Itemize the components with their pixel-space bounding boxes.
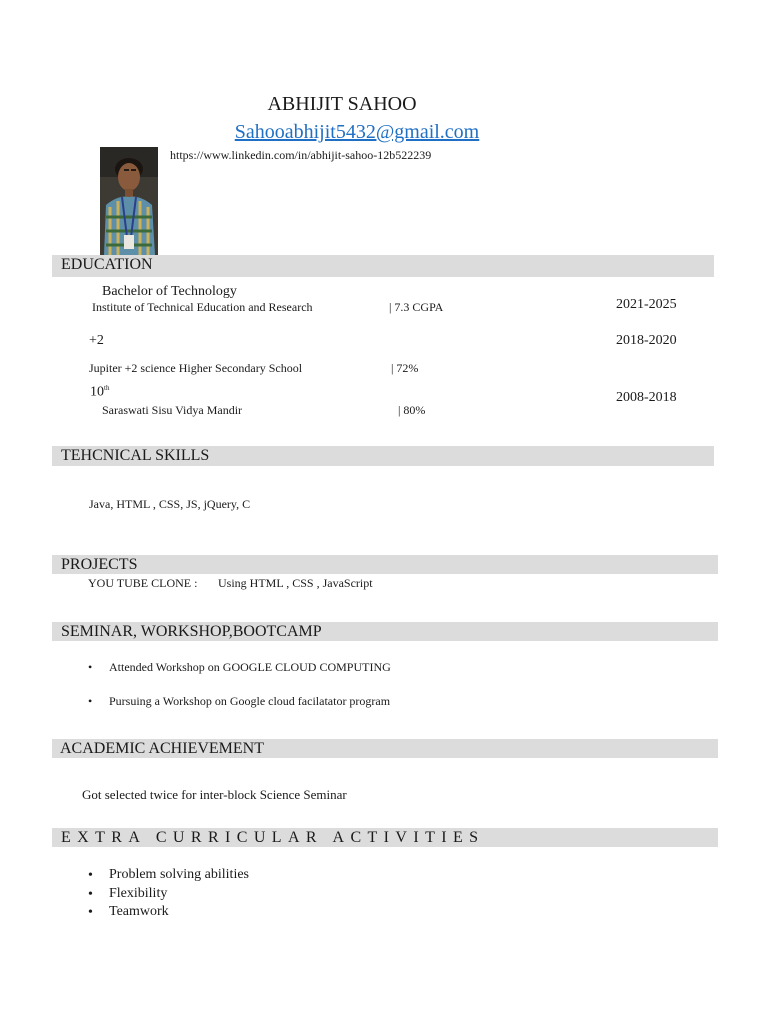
education-institution: Jupiter +2 science Higher Secondary School: [89, 361, 303, 375]
email-link[interactable]: Sahooabhijit5432@gmail.com: [234, 121, 480, 143]
section-education-heading: EDUCATION: [52, 255, 714, 277]
linkedin-url: https://www.linkedin.com/in/abhijit-sahoo-12b522239: [170, 148, 432, 162]
section-extracurricular-heading: EXTRA CURRICULAR ACTIVITIES: [52, 828, 718, 847]
skills-list: Java, HTML , CSS, JS, jQuery, C: [89, 497, 251, 511]
bullet-icon: •: [88, 694, 93, 708]
education-years: 2021-2025: [616, 297, 677, 312]
bullet-icon: •: [88, 868, 93, 883]
achievement-text: Got selected twice for inter-block Science Seminar: [82, 787, 347, 802]
seminar-item: Pursuing a Workshop on Google cloud facilatator program: [109, 694, 391, 708]
section-projects-heading: PROJECTS: [52, 555, 718, 574]
activity-item: Teamwork: [109, 904, 169, 919]
education-score: | 72%: [391, 361, 419, 375]
education-degree: [90, 384, 109, 401]
education-years: 2008-2018: [616, 390, 677, 405]
bullet-icon: •: [88, 905, 93, 920]
profile-photo-illustration: [100, 147, 158, 255]
education-degree: Bachelor of Technology: [102, 284, 237, 299]
seminar-item: Attended Workshop on GOOGLE CLOUD COMPUTING: [109, 660, 391, 674]
education-degree-value: 10: [90, 384, 104, 400]
bullet-icon: •: [88, 887, 93, 902]
education-years: 2018-2020: [616, 333, 677, 348]
project-title: YOU TUBE CLONE :: [88, 576, 198, 590]
education-institution: Saraswati Sisu Vidya Mandir: [102, 403, 243, 417]
section-seminar-heading: SEMINAR, WORKSHOP,BOOTCAMP: [52, 622, 718, 641]
education-degree-suffix: th: [104, 384, 110, 392]
activity-item: Problem solving abilities: [109, 867, 249, 882]
profile-photo: [100, 147, 158, 255]
education-institution: Institute of Technical Education and Research: [92, 300, 313, 314]
activity-item: Flexibility: [109, 886, 168, 901]
section-achievement-heading: ACADEMIC ACHIEVEMENT: [52, 739, 718, 758]
education-score: | 7.3 CGPA: [389, 300, 444, 314]
section-skills-heading: TEHCNICAL SKILLS: [52, 446, 714, 466]
resume-name: ABHIJIT SAHOO: [267, 93, 417, 115]
education-score: | 80%: [398, 403, 426, 417]
education-degree: +2: [89, 333, 104, 348]
bullet-icon: •: [88, 660, 93, 674]
project-description: Using HTML , CSS , JavaScript: [218, 576, 373, 590]
